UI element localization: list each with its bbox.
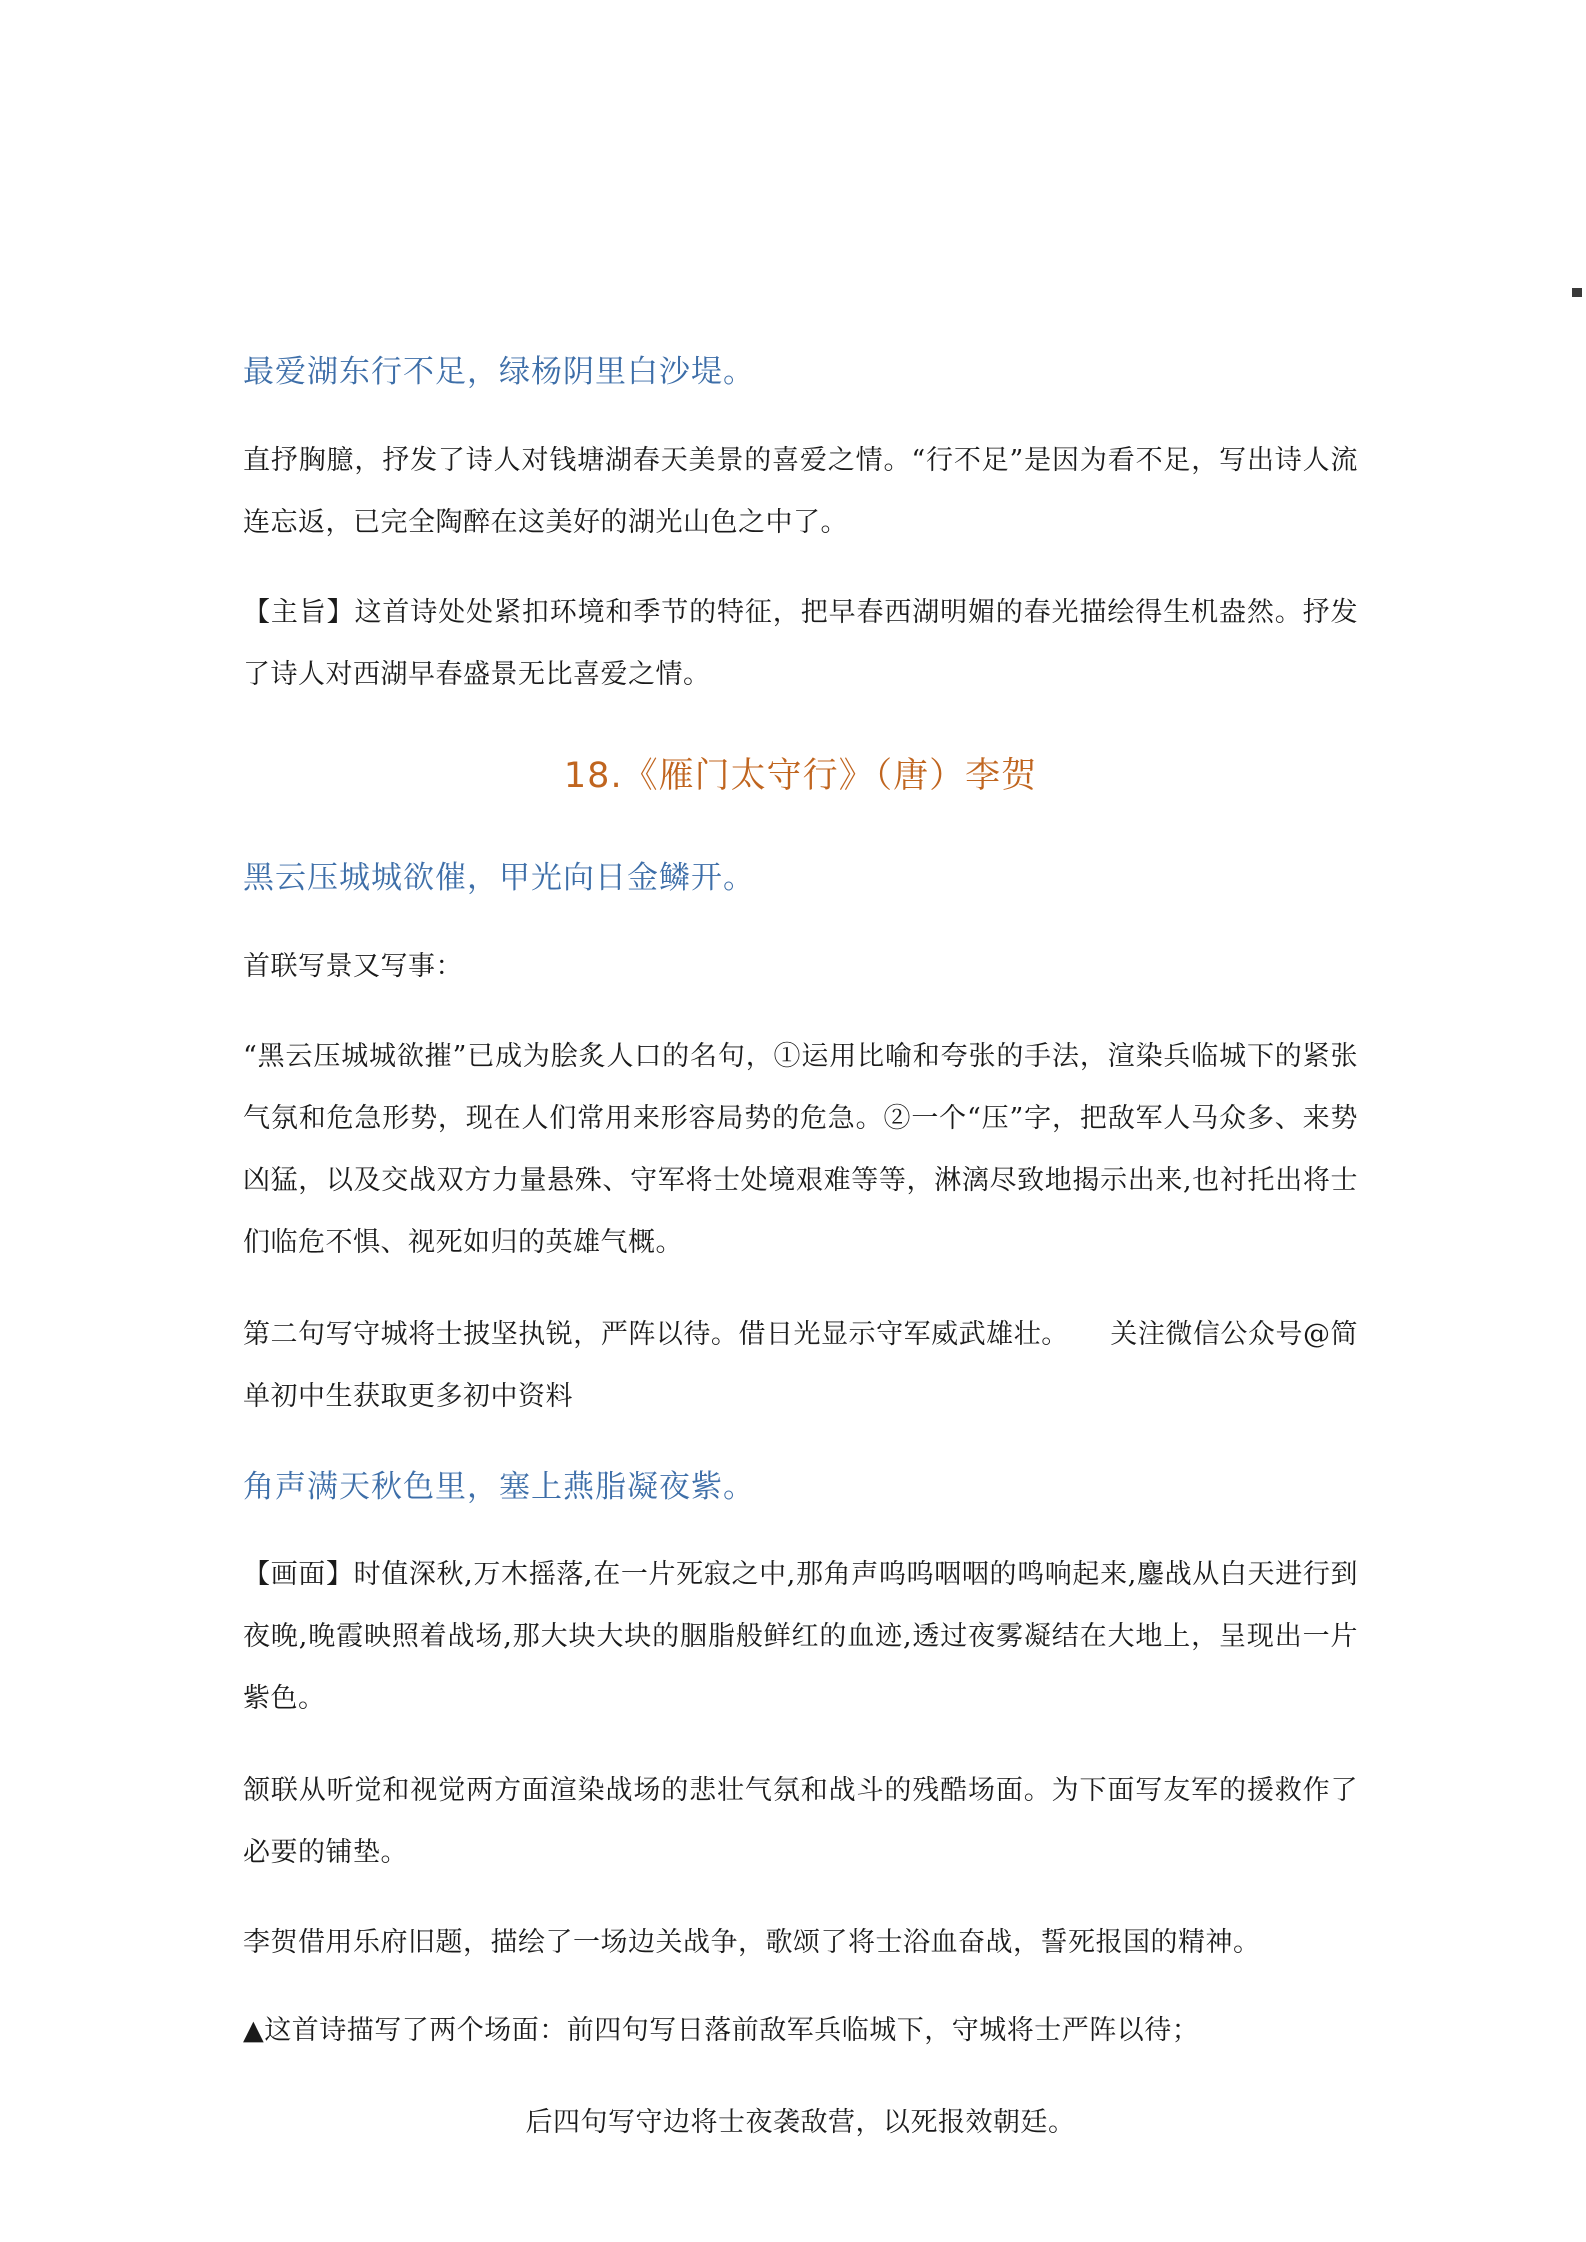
page-edge-marker xyxy=(1572,288,1582,297)
poem-verse-line: 最爱湖东行不足，绿杨阴里白沙堤。 xyxy=(243,354,755,390)
commentary-paragraph: 第二句写守城将士披坚执锐，严阵以待。借日光显示守军威武雄壮。 关注微信公众号@简单初中生获取更多初中资料 xyxy=(243,1319,1358,1412)
poem-verse-line: 角声满天秋色里，塞上燕脂凝夜紫。 xyxy=(243,1469,755,1505)
summary-continuation: 后四句写守边将士夜袭敌营，以死报效朝廷。 xyxy=(525,2107,1076,2138)
poem-verse-line: 黑云压城城欲催，甲光向日金鳞开。 xyxy=(243,860,755,896)
scene-paragraph: 【画面】时值深秋,万木摇落,在一片死寂之中,那角声呜呜咽咽的鸣响起来,鏖战从白天进行到夜晚,晚霞映照着战场,那大块大块的胭脂般鲜红的血迹,透过夜雾凝结在大地上，呈现出一片紫色。 xyxy=(243,1559,1358,1714)
commentary-paragraph: 李贺借用乐府旧题，描绘了一场边关战争，歌颂了将士浴血奋战，誓死报国的精神。 xyxy=(243,1927,1261,1958)
commentary-paragraph: 颔联从听觉和视觉两方面渲染战场的悲壮气氛和战斗的残酷场面。为下面写友军的援救作了必要的铺垫。 xyxy=(243,1775,1358,1868)
commentary-paragraph: 首联写景又写事： xyxy=(243,951,463,982)
theme-paragraph: 【主旨】这首诗处处紧扣环境和季节的特征，把早春西湖明媚的春光描绘得生机盎然。抒发了诗人对西湖早春盛景无比喜爱之情。 xyxy=(243,597,1358,690)
poem-heading: 18.《雁门太守行》（唐）李贺 xyxy=(563,756,1038,796)
commentary-paragraph: “黑云压城城欲摧”已成为脍炙人口的名句，①运用比喻和夸张的手法，渲染兵临城下的紧张气氛和危急形势，现在人们常用来形容局势的危急。②一个“压”字，把敌军人马众多、来势凶猛，以及交战双方力量悬殊、守军将士处境艰难等等，淋漓尽致地揭示出来,也衬托出将士们临危不惧、视死如归的英雄气概。 xyxy=(243,1041,1358,1258)
commentary-paragraph: 直抒胸臆，抒发了诗人对钱塘湖春天美景的喜爱之情。“行不足”是因为看不足，写出诗人流连忘返，已完全陶醉在这美好的湖光山色之中了。 xyxy=(243,445,1358,538)
summary-paragraph: ▲这首诗描写了两个场面：前四句写日落前敌军兵临城下，守城将士严阵以待； xyxy=(243,2015,1200,2046)
